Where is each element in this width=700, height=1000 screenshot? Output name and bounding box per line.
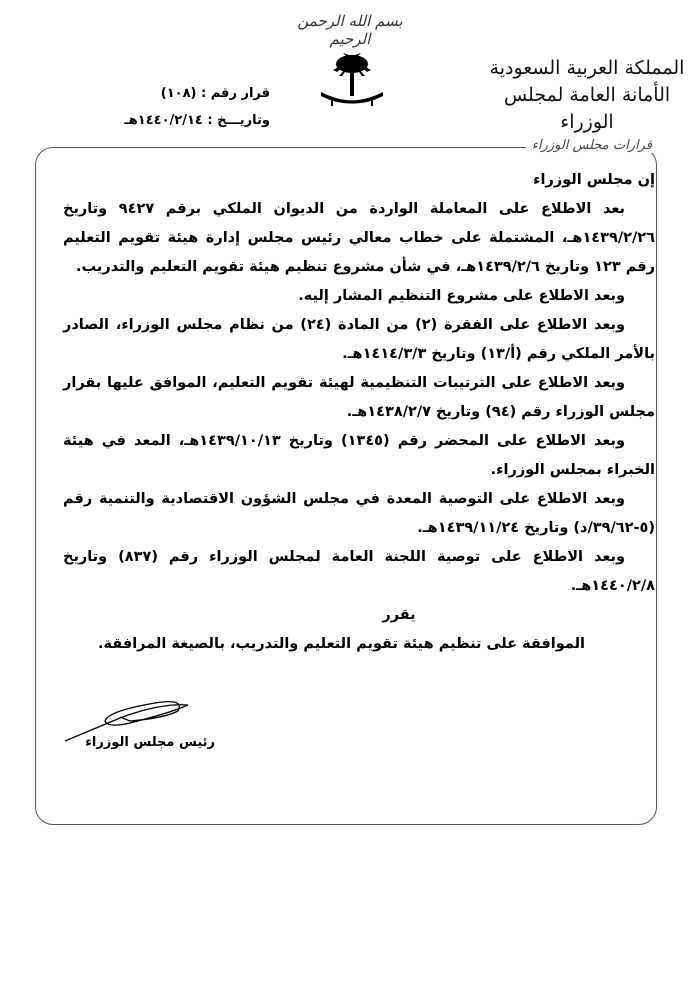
signer-title: رئيس مجلس الوزراء	[85, 735, 215, 750]
organization-letterhead	[482, 55, 692, 136]
resolution-text: الموافقة على تنظيم هيئة تقويم التعليم والتدريب، بالصيغة المرافقة.	[97, 636, 585, 652]
paragraph-general-committee: وبعد الاطلاع على توصية اللجنة العامة لمجلس الوزراء رقم (٨٣٧) وتاريخ ١٤٤٠/٢/٨هـ.	[63, 549, 655, 594]
decision-body	[63, 166, 655, 659]
paragraph-economic-council: وبعد الاطلاع على التوصية المعدة في مجلس الشؤون الاقتصادية والتنمية رقم (٥-٣٩/٦٢/د) وتاريخ ١٤٣٩/١١/٢٤هـ.	[63, 491, 655, 536]
paragraph-draft-regulation: وبعد الاطلاع على مشروع التنظيم المشار إليه.	[298, 288, 625, 304]
paragraph-royal-court: بعد الاطلاع على المعاملة الواردة من الديوان الملكي برقم ٩٤٢٧ وتاريخ ١٤٣٩/٢/٢٦هـ، المشتملة على خطاب معالي رئيس مجلس إدارة هيئة تقويم التعليم رقم ١٢٣ وتاريخ ١٤٣٩/٢/٦هـ، في شأن مشروع تنظيم هيئة تقويم التعليم والتدريب.	[63, 201, 655, 275]
paragraph-article-24: وبعد الاطلاع على الفقرة (٢) من المادة (٢٤) من نظام مجلس الوزراء، الصادر بالأمر الملكي رقم (أ/١٣) وتاريخ ١٤١٤/٣/٣هـ.	[63, 317, 655, 362]
organization-line1: المملكة العربية السعودية	[489, 57, 685, 79]
decision-meta	[85, 80, 270, 134]
signature-icon	[60, 683, 190, 743]
decision-number: قرار رقم : (١٠٨)	[160, 86, 270, 101]
frame-label: قرارات مجلس الوزراء	[526, 138, 658, 153]
organization-line2: الأمانة العامة لمجلس الوزراء	[503, 84, 671, 133]
decides-heading: يقرر	[382, 607, 416, 623]
saudi-emblem-icon	[315, 50, 390, 115]
opening-line: إن مجلس الوزراء	[533, 172, 655, 188]
basmala: بسم الله الرحمن الرحيم	[297, 12, 403, 48]
paragraph-organizational-arrangements: وبعد الاطلاع على الترتيبات التنظيمية لهيئة تقويم التعليم، الموافق عليها بقرار مجلس الوزراء رقم (٩٤) وتاريخ ١٤٣٨/٢/٧هـ.	[63, 375, 655, 420]
palm-swords-icon	[315, 50, 390, 115]
decision-date: وتاريـــخ : ١٤٤٠/٢/١٤هـ	[124, 113, 270, 128]
paragraph-minutes: وبعد الاطلاع على المحضر رقم (١٣٤٥) وتاريخ ١٤٣٩/١٠/١٣هـ، المعد في هيئة الخبراء بمجلس الوزراء.	[63, 433, 655, 478]
